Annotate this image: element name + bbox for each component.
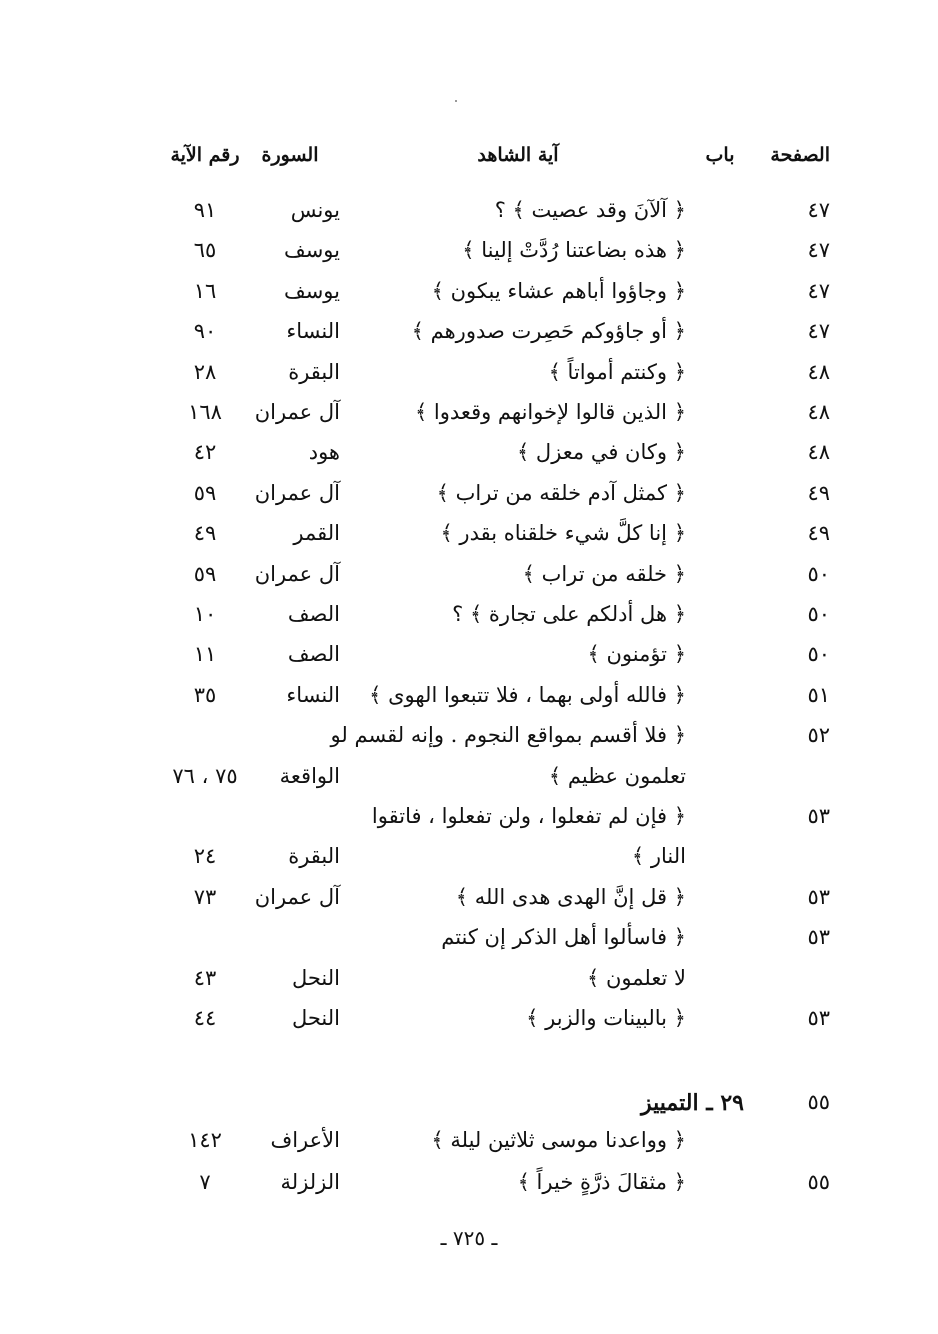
table-row xyxy=(0,240,938,266)
row-surah: البقرة xyxy=(288,844,340,869)
header-page: الصفحة xyxy=(770,144,830,166)
row-ayah: ﴿ وواعدنا موسى ثلاثين ليلة ﴾ xyxy=(431,1128,686,1152)
row-page: ٤٧ xyxy=(807,238,830,263)
row-ayah: ﴿ تؤمنون ﴾ xyxy=(587,642,686,667)
row-ayah-number: ١١ xyxy=(193,642,217,667)
section-page: ٥٥ xyxy=(807,1090,830,1114)
row-page: ٥٣ xyxy=(807,804,830,828)
table-row xyxy=(0,321,938,347)
row-ayah: ﴿ فإن لم تفعلوا ، ولن تفعلوا ، فاتقوا xyxy=(371,804,686,828)
row-surah: يوسف xyxy=(283,278,340,303)
row-surah: النساء xyxy=(286,682,340,707)
row-ayah-number: ٧٥ ، ٧٦ xyxy=(172,763,238,788)
row-ayah: لا تعلمون ﴾ xyxy=(587,965,686,990)
table-header xyxy=(0,146,938,170)
row-page: ٥٣ xyxy=(807,884,830,909)
row-ayah: ﴿ وكان في معزل ﴾ xyxy=(516,440,686,465)
header-bab: باب xyxy=(705,144,735,166)
header-surah: السورة xyxy=(261,144,319,166)
table-row xyxy=(0,644,938,670)
row-ayah: ﴿ بالبينات والزبر ﴾ xyxy=(526,1006,686,1030)
row-page: ٤٩ xyxy=(807,521,830,546)
row-ayah-number: ٦٥ xyxy=(193,238,217,263)
row-page: ٥٠ xyxy=(807,561,830,586)
row-ayah: ﴿ آلآنَ وقد عصيت ﴾ ؟ xyxy=(494,198,686,222)
row-ayah-number: ٩١ xyxy=(193,198,217,222)
row-surah: هود xyxy=(308,440,340,465)
row-ayah: ﴿ هذه بضاعتنا رُدَّتْ إلينا ﴾ xyxy=(462,238,686,263)
row-ayah-number: ١٦ xyxy=(193,278,217,303)
table-row xyxy=(0,1008,938,1034)
table-row xyxy=(0,200,938,226)
row-surah: النحل xyxy=(291,965,340,990)
row-ayah-number: ٤٩ xyxy=(193,521,217,546)
table-row xyxy=(0,682,938,711)
row-ayah: ﴿ الذين قالوا لإخوانهم وقعدوا ﴾ xyxy=(414,400,686,424)
row-page: ٤٧ xyxy=(807,198,830,222)
row-page: ٥٠ xyxy=(807,642,830,667)
header-ayah-number: رقم الآية xyxy=(170,144,240,166)
row-surah: آل عمران xyxy=(254,884,340,909)
row-ayah-number: ٤٣ xyxy=(193,965,217,990)
table-row xyxy=(0,561,938,590)
table-row xyxy=(0,523,938,549)
row-ayah: ﴿ فاسألوا أهل الذكر إن كنتم xyxy=(441,925,686,950)
row-page: ٥١ xyxy=(807,682,830,707)
row-ayah-number: ٩٠ xyxy=(193,319,217,344)
row-ayah: النار ﴾ xyxy=(631,844,686,869)
row-ayah-number: ٥٩ xyxy=(193,561,217,586)
row-page: ٤٧ xyxy=(807,278,830,303)
row-surah: آل عمران xyxy=(254,561,340,586)
row-page: ٥٣ xyxy=(807,925,830,950)
table-row xyxy=(0,442,938,468)
row-surah: الصف xyxy=(287,602,340,626)
row-page: ٥٠ xyxy=(807,602,830,626)
page-number: ـ ٧٢٥ ـ xyxy=(440,1226,498,1250)
table-row xyxy=(0,884,938,913)
row-ayah-number: ١٦٨ xyxy=(188,400,222,424)
row-surah: آل عمران xyxy=(254,400,340,424)
row-surah: النساء xyxy=(286,319,340,344)
row-page: ٤٨ xyxy=(807,440,830,465)
row-ayah-number: ٣٥ xyxy=(193,682,217,707)
table-row xyxy=(0,1172,938,1198)
row-ayah-number: ١٤٢ xyxy=(188,1128,222,1152)
row-page: ٤٨ xyxy=(807,359,830,384)
row-ayah: ﴿ فالله أولى بهما ، فلا تتبعوا الهوى ﴾ xyxy=(369,682,686,707)
row-ayah-number: ٤٤ xyxy=(193,1006,217,1030)
row-page: ٥٢ xyxy=(807,723,830,748)
row-ayah: ﴿ أو جاؤوكم حَصِرت صدورهم ﴾ xyxy=(411,319,686,344)
row-ayah: ﴿ قل إنَّ الهدى هدى الله ﴾ xyxy=(455,884,686,909)
row-ayah-number: ١٠ xyxy=(193,602,217,626)
row-surah: الأعراف xyxy=(270,1128,340,1152)
table-row xyxy=(0,1130,938,1156)
row-ayah-number: ٢٤ xyxy=(193,844,217,869)
row-ayah-number: ٧٣ xyxy=(193,884,217,909)
row-ayah: ﴿ وجاؤوا أباهم عشاء يبكون ﴾ xyxy=(431,278,686,303)
table-row xyxy=(0,480,938,509)
section-title: ٢٩ ـ التمييز xyxy=(641,1090,744,1116)
section-heading xyxy=(0,1092,938,1120)
row-ayah: ﴿ هل أدلكم على تجارة ﴾ ؟ xyxy=(452,602,686,626)
table-row xyxy=(0,359,938,388)
row-ayah-number: ٥٩ xyxy=(193,480,217,505)
row-surah: النحل xyxy=(291,1006,340,1030)
row-ayah: ﴿ فلا أقسم بمواقع النجوم . وإنه لقسم لو xyxy=(330,723,686,748)
header-ayah: آية الشاهد xyxy=(477,144,559,166)
row-ayah: ﴿ مثقالَ ذرَّةٍ خيراً ﴾ xyxy=(517,1170,686,1194)
table-row xyxy=(0,278,938,307)
row-ayah-number: ٧ xyxy=(199,1170,211,1194)
row-ayah-number: ٢٨ xyxy=(193,359,217,384)
row-page: ٥٥ xyxy=(807,1170,830,1194)
row-page: ٤٩ xyxy=(807,480,830,505)
row-ayah: ﴿ خلقه من تراب ﴾ xyxy=(522,561,686,586)
row-surah: الواقعة xyxy=(279,763,340,788)
row-page: ٥٣ xyxy=(807,1006,830,1030)
row-surah: البقرة xyxy=(288,359,340,384)
table-row xyxy=(0,806,938,832)
row-page: ٤٨ xyxy=(807,400,830,424)
table-row xyxy=(0,846,938,872)
row-ayah: ﴿ كمثل آدم خلقه من تراب ﴾ xyxy=(436,480,686,505)
row-ayah: ﴿ وكنتم أمواتاً ﴾ xyxy=(548,359,686,384)
row-page: ٤٧ xyxy=(807,319,830,344)
table-row xyxy=(0,927,938,953)
row-surah: الصف xyxy=(287,642,340,667)
row-surah: الزلزلة xyxy=(280,1170,340,1194)
row-surah: القمر xyxy=(293,521,340,546)
table-row xyxy=(0,965,938,994)
row-surah: آل عمران xyxy=(254,480,340,505)
row-surah: يوسف xyxy=(283,238,340,263)
table-row xyxy=(0,604,938,630)
print-speck xyxy=(455,100,457,102)
table-row xyxy=(0,763,938,792)
row-ayah-number: ٤٢ xyxy=(193,440,217,465)
row-surah: يونس xyxy=(290,198,340,222)
row-ayah: ﴿ إنا كلَّ شيء خلقناه بقدر ﴾ xyxy=(440,521,686,546)
row-ayah: تعلمون عظيم ﴾ xyxy=(548,763,686,788)
table-row xyxy=(0,402,938,428)
table-row xyxy=(0,725,938,751)
